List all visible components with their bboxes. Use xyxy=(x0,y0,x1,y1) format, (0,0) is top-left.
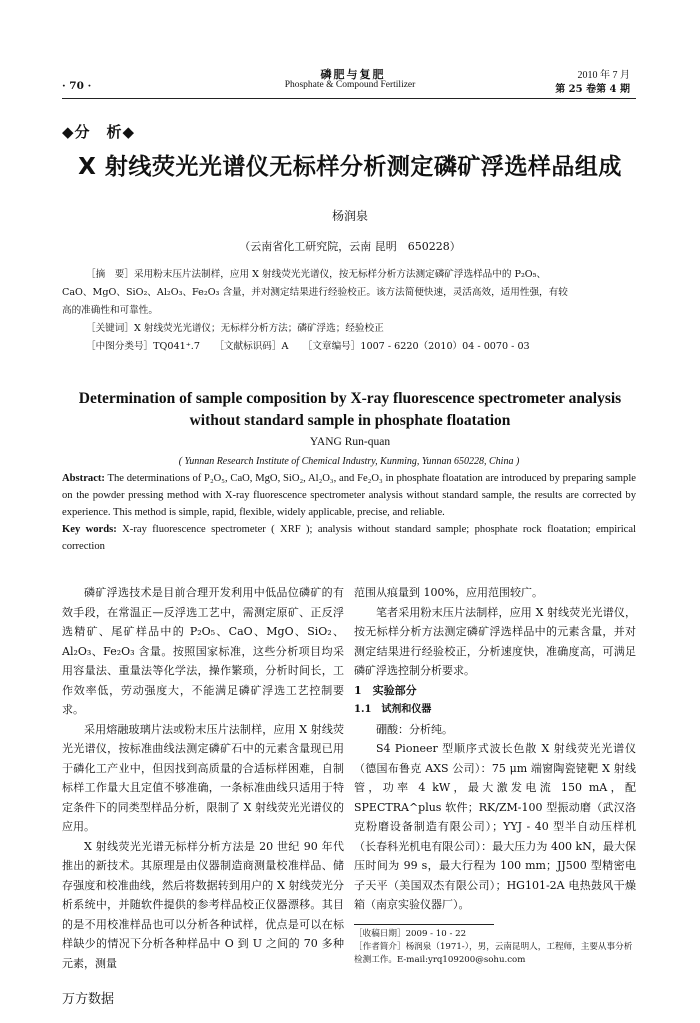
body-paragraph: 磷矿浮选技术是目前合理开发利用中低品位磷矿的有效手段，在常温正—反浮选工艺中，需测定原矿、正反浮选精矿、尾矿样品中的 P₂O₅、CaO、MgO、SiO₂、Al₂O₃、Fe₂O₃ 含量。按照国家标准，这些分析项目均采用容量法、重量法等化学法，操作繁琐，分析时间长，工作效率低，劳动强度大，不能满足磷矿浮选工艺控制要求。 xyxy=(62,586,344,716)
footnote-bio: ［作者简介］杨润泉（1971-），男，云南昆明人，工程师，主要从事分析检测工作。E-mail:yrq109200@sohu.com xyxy=(354,942,633,965)
body-column-left xyxy=(62,583,344,973)
keywords-cn: ［关键词］X 射线荧光光谱仪；无标样分析方法；磷矿浮选；经验校正 xyxy=(86,323,384,334)
body-paragraph: 笔者采用粉末压片法制样，应用 X 射线荧光光谱仪，按无标样分析方法测定磷矿浮选样品中的元素含量，并对测定结果进行经验校正，分析速度快，准确度高，可满足磷矿浮选控制分析要求。 xyxy=(354,605,636,677)
section-heading: 1 实验部分 xyxy=(354,683,417,697)
abstract-cn-line-3: 高的准确性和可靠性。 xyxy=(62,305,158,316)
body-paragraph: X 射线荧光光谱无标样分析方法是 20 世纪 90 年代推出的新技术。其原理是由仪器制造商测量校准样品、储存强度和校准曲线，然后将数据转到用户的 X 射线荧光分析系统中，并随软件提供的参考样品校正仪器漂移。其目的是不用校准样品也可以分析各种试样，优点是可以在标样缺少的情况下分析各种样品中 O 到 U 之间的 70 多种元素，测量 xyxy=(62,839,344,970)
footnote xyxy=(354,928,636,967)
keywords-en-text: X-ray fluorescence spectrometer ( XRF ); analysis without standard sample; phosphate rock floatation; empirical correction xyxy=(62,524,636,552)
header-rule xyxy=(62,98,636,99)
journal-name-cn: 磷肥与复肥 xyxy=(320,68,386,81)
footnote-received: ［收稿日期］2009 - 10 - 22 xyxy=(354,929,467,939)
subsection-heading: 1.1 试剂和仪器 xyxy=(354,704,432,715)
abstract-en xyxy=(62,470,636,555)
abstract-en-paragraph xyxy=(62,470,636,521)
article-title-en-line-1: Determination of sample composition by X-ray fluorescence spectrometer analysis xyxy=(78,390,622,407)
body-paragraph: 采用熔融玻璃片法或粉末压片法制样，应用 X 射线荧光光谱仪，按标准曲线法测定磷矿石中的元素含量现已用于磷化工产业中，但因找到高质量的合适标样困难，自制标样工作量大且定值不够准确，一条标准曲线只适用于特定条件下的同类型样品分析，限制了 X 射线荧光光谱仪的应用。 xyxy=(62,722,344,833)
abstract-cn-line-2: CaO、MgO、SiO₂、Al₂O₃、Fe₂O₃ 含量，并对测定结果进行经验校正。该方法简便快速，灵活高效，适用性强，有较 xyxy=(62,287,568,298)
affiliation-cn: （云南省化工研究院，云南 昆明 650228） xyxy=(239,240,461,253)
article-title-en-line-2: without standard sample in phosphate floatation xyxy=(189,412,511,429)
abstract-cn xyxy=(62,266,636,356)
author-cn: 杨润泉 xyxy=(331,209,368,223)
abstract-cn-line-1: ［摘 要］采用粉末压片法制样，应用 X 射线荧光光谱仪，按无标样分析方法测定磷矿浮选样品中的 P₂O₅、 xyxy=(86,269,547,280)
section-label: ◆分 析◆ xyxy=(62,123,136,141)
abstract-en-label: Abstract: xyxy=(62,473,105,484)
volume-issue: 第 25 卷第 4 期 xyxy=(555,84,630,95)
issue-date: 2010 年 7 月 xyxy=(577,70,630,81)
journal-name-en: Phosphate & Compound Fertilizer xyxy=(284,80,416,90)
keywords-en-paragraph xyxy=(62,521,636,555)
body-column-right xyxy=(354,583,636,915)
author-en: YANG Run-quan xyxy=(309,436,391,448)
classification-cn: ［中图分类号］TQ041⁺.7 ［文献标识码］A ［文章编号］1007 - 6220（2010）04 - 0070 - 03 xyxy=(86,341,530,352)
article-title-en xyxy=(40,388,660,432)
footnote-rule xyxy=(354,924,494,925)
article-title-cn: X 射线荧光光谱仪无标样分析测定磷矿浮选样品组成 xyxy=(78,154,622,180)
watermark: 万方数据 xyxy=(62,992,115,1007)
affiliation-en: ( Yunnan Research Institute of Chemical Industry, Kunming, Yunnan 650228, China ) xyxy=(178,456,520,467)
keywords-en-label: Key words: xyxy=(62,524,117,535)
page-number: · 70 · xyxy=(62,80,92,92)
body-paragraph: S4 Pioneer 型顺序式波长色散 X 射线荧光光谱仪（德国布鲁克 AXS 公司）：75 μm 端窗陶瓷铑靶 X 射线管，功率 4 kW，最大激发电流 150 mA，配 SPECTRA^plus 软件；RK/ZM-100 型振动磨（武汉洛克粉磨设备制造有限公司）；YYJ - 40 型半自动压样机（长春科光机电有限公司）：最大压力为 400 kN，最大保压时间为 99 s，最大行程为 100 mm；JJ500 型精密电子天平（美国双杰有限公司）；HG101-2A 电热鼓风干燥箱（南京实验仪器厂）。 xyxy=(354,742,636,911)
body-paragraph: 范围从痕量到 100%，应用范围较广。 xyxy=(354,586,543,599)
abstract-en-text: The determinations of P₂O₅, CaO, MgO, SiO₂, Al₂O₃, and Fe₂O₃ in phosphate floatation are introduced by preparing sample on the powder pressing method with X-ray fluorescence spectrometer analysis without standard sample, the results are corrected by experience. This method is simple, rapid, flexible, widely applicable, precise, and reliable. xyxy=(62,473,636,518)
body-paragraph: 硼酸：分析纯。 xyxy=(376,722,453,736)
